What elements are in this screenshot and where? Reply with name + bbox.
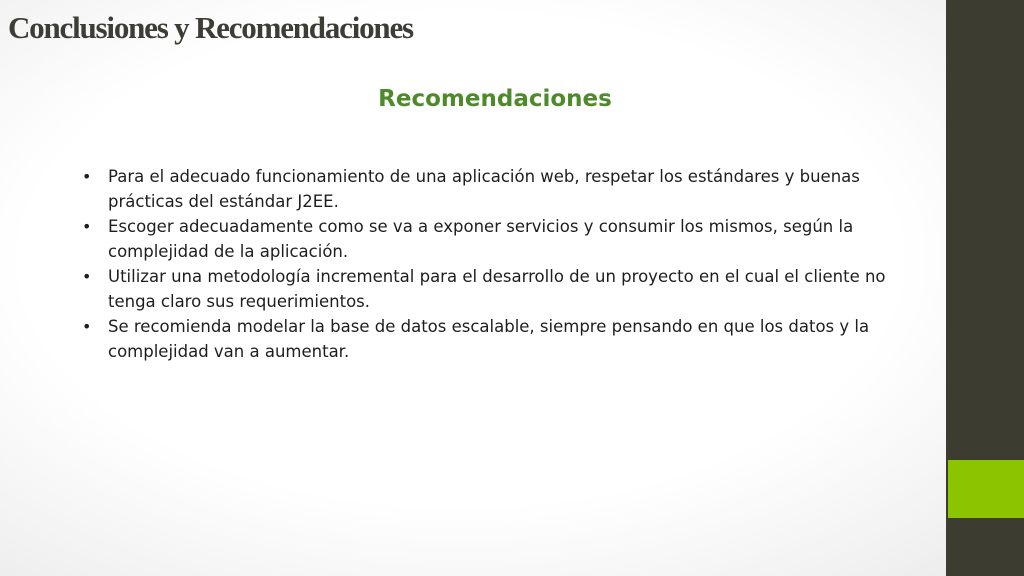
bullet-item [80, 264, 920, 314]
bullet-dot-icon: • [82, 317, 92, 336]
bullet-dot-icon: • [82, 267, 92, 286]
bullet-item [80, 214, 920, 264]
bullet-text: Utilizar una metodología incremental para el desarrollo de un proyecto en el cual el cliente no tenga claro sus requerimientos. [108, 267, 886, 311]
bullet-text: Escoger adecuadamente como se va a exponer servicios y consumir los mismos, según la complejidad de la aplicación. [108, 217, 854, 261]
bullet-dot-icon: • [82, 167, 92, 186]
sidebar-accent-block [948, 460, 1024, 518]
bullet-list [80, 164, 920, 364]
bullet-text: Para el adecuado funcionamiento de una aplicación web, respetar los estándares y buenas prácticas del estándar J2EE. [108, 167, 860, 211]
bullet-item [80, 314, 920, 364]
slide-title: Conclusiones y Recomendaciones [8, 10, 413, 45]
bullet-text: Se recomienda modelar la base de datos escalable, siempre pensando en que los datos y la complejidad van a aumentar. [108, 317, 870, 361]
bullet-item [80, 164, 920, 214]
bullet-dot-icon: • [82, 217, 92, 236]
slide-subtitle: Recomendaciones [378, 86, 612, 112]
